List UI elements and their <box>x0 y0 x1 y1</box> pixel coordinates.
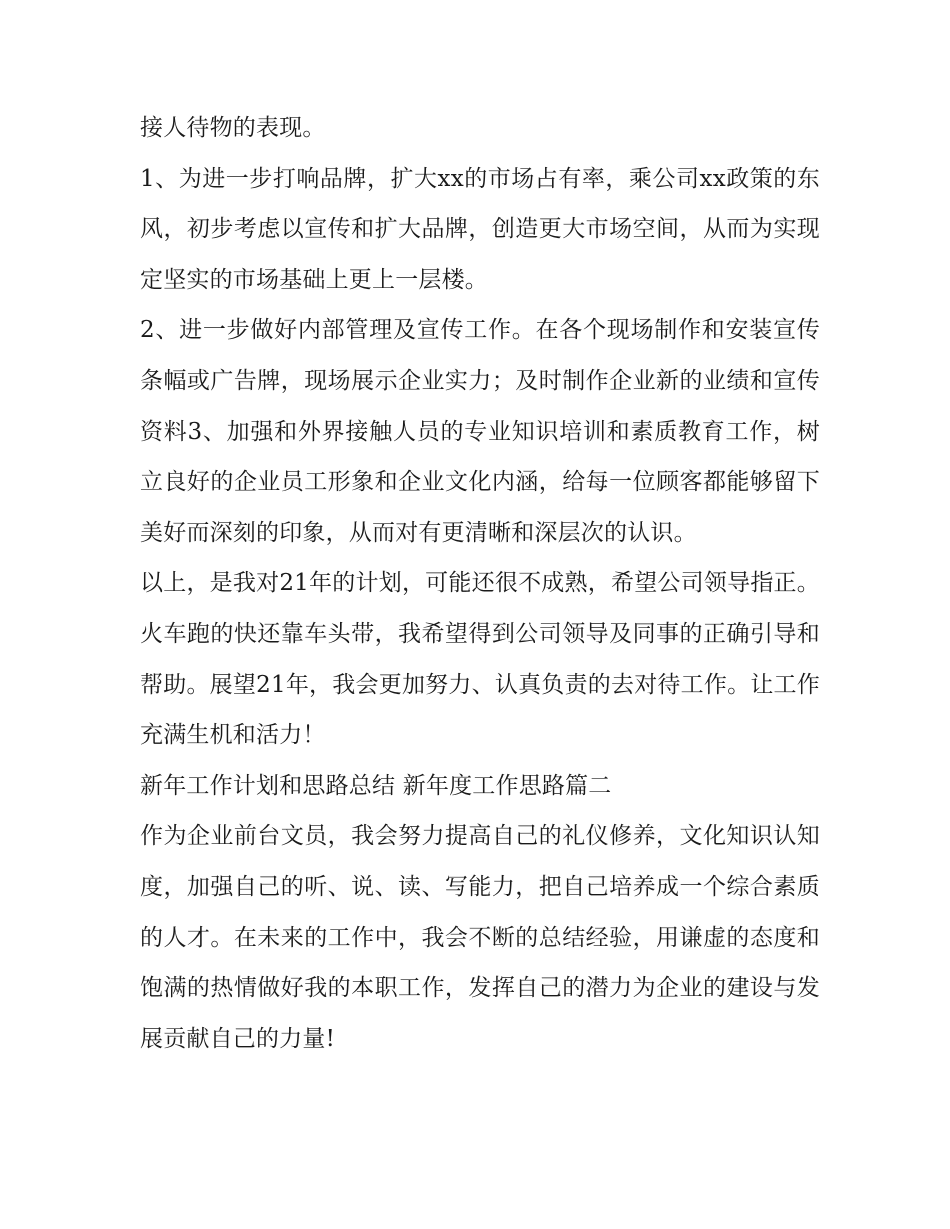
paragraph-front-desk: 作为企业前台文员，我会努力提高自己的礼仪修养，文化知识认知度，加强自己的听、说、读、写能力，把自己培养成一个综合素质的人才。在未来的工作中，我会不断的总结经验，用谦虚的态度和饱满的热情做好我的本职工作，发挥自己的潜力为企业的建设与发展贡献自己的力量! <box>140 823 820 1052</box>
paragraph-intro-ending: 接人待物的表现。 <box>140 115 326 141</box>
document-body <box>140 103 820 1064</box>
section-heading: 新年工作计划和思路总结 新年度工作思路篇二 <box>140 772 612 799</box>
paragraph-item-1-brand: 1、为进一步打响品牌，扩大xx的市场占有率，乘公司xx政策的东风，初步考虑以宣传和扩大品牌，创造更大市场空间，从而为实现定坚实的市场基础上更上一层楼。 <box>140 165 820 293</box>
paragraph-item-2-management: 2、进一步做好内部管理及宣传工作。在各个现场制作和安装宣传条幅或广告牌，现场展示企业实力；及时制作企业新的业绩和宣传资料3、加强和外界接触人员的专业知识培训和素质教育工作，树立良好的企业员工形象和企业文化内涵，给每一位顾客都能够留下美好而深刻的印象，从而对有更清晰和深层次的认识。 <box>140 317 820 546</box>
paragraph-conclusion: 以上，是我对21年的计划，可能还很不成熟，希望公司领导指正。火车跑的快还靠车头带，我希望得到公司领导及同事的正确引导和帮助。展望21年，我会更加努力、认真负责的去对待工作。让工作充满生机和活力！ <box>140 570 820 749</box>
